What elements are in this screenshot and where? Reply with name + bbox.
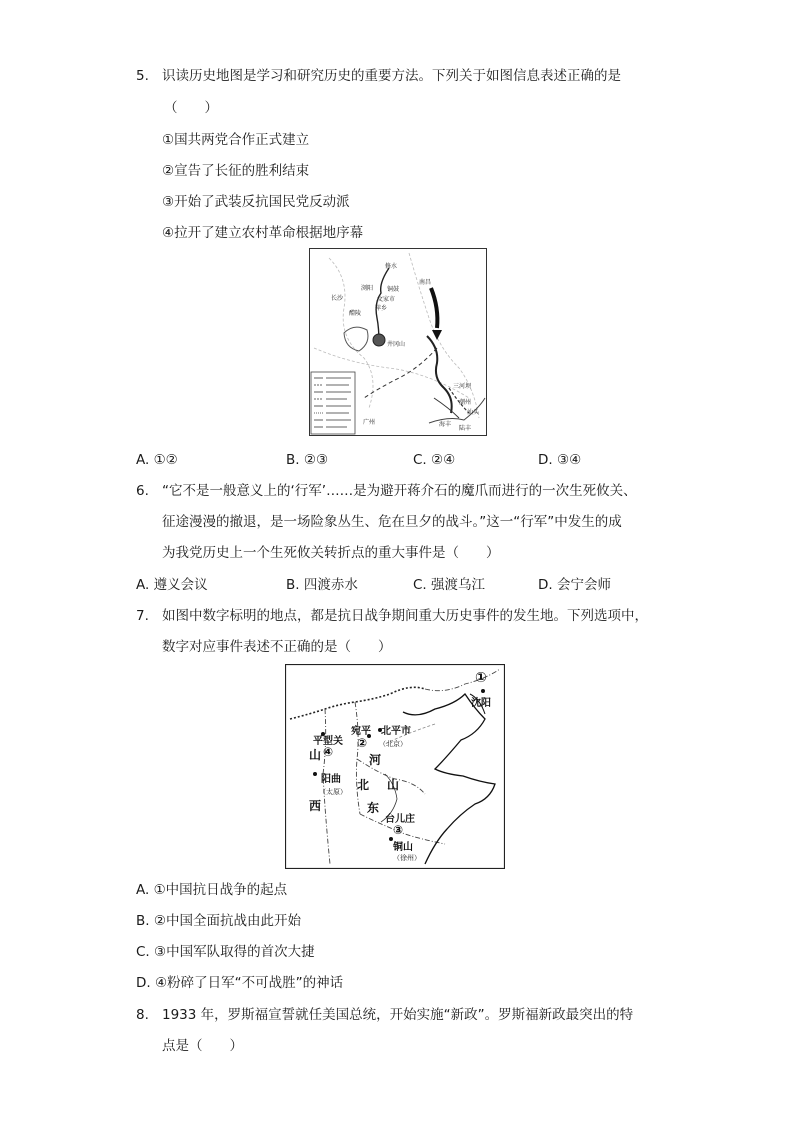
question-5-item-2: ②宣告了长征的胜利结束 [162, 163, 310, 179]
question-7-option-c[interactable]: C. ③中国军队取得的首次大捷 [136, 944, 315, 960]
map-label-tonggu: 铜鼓 [387, 286, 400, 293]
question-7-option-b[interactable]: B. ②中国全面抗战由此开始 [136, 913, 301, 929]
map2-label-bei: 北 [357, 778, 370, 792]
map-label-pingxiang: 萍乡 [375, 305, 388, 312]
map2-label-taierzhuang: 台儿庄 [385, 814, 415, 825]
map-label-haifeng: 海丰 [439, 421, 452, 428]
question-8-line-2: 点是（ ） [162, 1038, 243, 1054]
map2-label-wanping: 宛平 [351, 726, 371, 737]
map-label-chaozhou: 潮州 [459, 399, 472, 406]
question-5-stem: 识读历史地图是学习和研究历史的重要方法。下列关于如图信息表述正确的是 [162, 68, 621, 84]
question-7-option-d[interactable]: D. ④粉碎了日军“不可战胜”的神话 [136, 975, 344, 991]
map2-number-3: ③ [393, 823, 404, 837]
question-8-number: 8. [136, 1007, 149, 1023]
map-label-jinggangshan: 井冈山 [387, 341, 406, 348]
question-5-option-b[interactable]: B. ②③ [286, 452, 329, 468]
map2-label-shan: 山 [309, 748, 322, 762]
map2-label-yangqu: 阳曲 [321, 774, 341, 785]
question-5-item-1: ①国共两党合作正式建立 [162, 132, 310, 148]
question-7-number: 7. [136, 608, 149, 624]
map2-label-beiping: 北平市 [381, 726, 411, 737]
map2-label-xuzhou: （徐州） [393, 854, 421, 862]
map2-number-1: ① [475, 670, 487, 686]
question-7-option-a[interactable]: A. ①中国抗日战争的起点 [136, 882, 288, 898]
map2-label-he: 河 [369, 753, 382, 767]
map-label-xiushui: 修水 [385, 263, 398, 270]
map-label-nanchang: 南昌 [419, 279, 432, 286]
question-6-option-c[interactable]: C. 强渡乌江 [413, 577, 486, 593]
map-label-wenjiashi: 文家市 [377, 296, 396, 303]
map-label-sanheba: 三河坝 [453, 383, 472, 390]
map-label-guangzhou: 广州 [363, 419, 376, 426]
map-label-changsha: 长沙 [331, 295, 344, 302]
question-8-line-1: 1933 年，罗斯福宣誓就任美国总统，开始实施“新政”。罗斯福新政最突出的特 [162, 1007, 634, 1023]
question-5-number: 5. [136, 68, 149, 84]
question-7-line-2: 数字对应事件表述不正确的是（ ） [162, 639, 392, 655]
map2-label-taiyuan: （太原） [319, 788, 347, 796]
question-6-number: 6. [136, 483, 149, 499]
map-label-shantou: 汕头 [467, 409, 480, 416]
map2-label-pingxingguan: 平型关 [313, 736, 343, 747]
anti-japanese-war-map [285, 664, 505, 869]
map-label-lufeng: 陆丰 [459, 425, 472, 432]
map2-label-shenyang: 沈阳 [471, 698, 491, 709]
map2-label-shan2: 山 [387, 778, 400, 792]
question-5-option-a[interactable]: A. ①② [136, 452, 178, 468]
question-7-line-1: 如图中数字标明的地点，都是抗日战争期间重大历史事件的发生地。下列选项中， [162, 608, 648, 624]
question-5-option-d[interactable]: D. ③④ [538, 452, 582, 468]
question-5-paren: （ ） [164, 100, 218, 116]
map2-label-xi: 西 [309, 799, 322, 813]
question-5-option-c[interactable]: C. ②④ [413, 452, 456, 468]
map-label-liling: 醴陵 [349, 310, 362, 317]
map2-label-tongshan: 铜山 [393, 842, 413, 853]
question-6-line-2: 征途漫漫的撤退，是一场险象丛生、危在旦夕的战斗。”这一“行军”中发生的成 [162, 514, 622, 530]
map2-number-4: ④ [323, 745, 334, 759]
uprising-route-map [309, 248, 487, 436]
map-label-liuyang: 浏阳 [361, 285, 374, 292]
question-6-line-3: 为我党历史上一个生死攸关转折点的重大事件是（ ） [162, 545, 500, 561]
question-6-option-a[interactable]: A. 遵义会议 [136, 577, 208, 593]
question-6-line-1: “它不是一般意义上的‘行军’……是为避开蒋介石的魔爪而进行的一次生死攸关、 [162, 483, 637, 499]
map2-label-dong: 东 [367, 801, 380, 815]
jinggangshan-base [373, 334, 385, 346]
question-5-item-4: ④拉开了建立农村革命根据地序幕 [162, 225, 364, 241]
question-6-option-b[interactable]: B. 四渡赤水 [286, 577, 358, 593]
question-5-item-3: ③开始了武装反抗国民党反动派 [162, 194, 350, 210]
question-6-option-d[interactable]: D. 会宁会师 [538, 577, 611, 593]
map2-label-beijing: （北京） [379, 740, 407, 748]
map2-number-2: ② [357, 736, 368, 750]
